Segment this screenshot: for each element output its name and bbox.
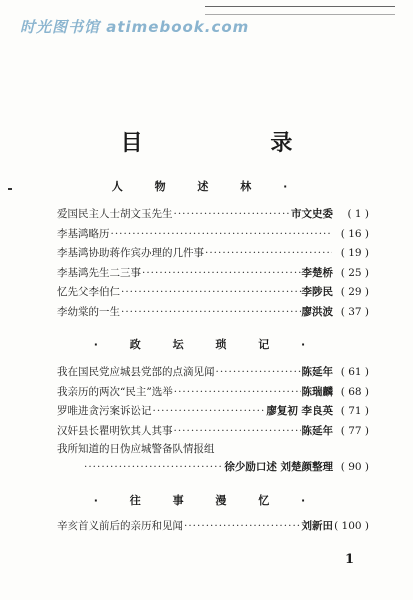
toc-entry[interactable] <box>57 363 369 383</box>
entry-page: ( 71 ) <box>340 405 369 417</box>
leader-dots <box>121 303 301 323</box>
entry-page: ( 37 ) <box>340 305 369 318</box>
top-rule-secondary <box>205 14 395 15</box>
section-heading-politics: · 政 坛 琐 记 · <box>93 338 320 351</box>
toc-section-politics <box>57 363 369 478</box>
entry-page: ( 25 ) <box>340 266 369 279</box>
toc-section-memories <box>57 517 369 537</box>
entry-page: ( 100 ) <box>334 520 369 532</box>
section-heading-people: 人 物 述 林 · <box>111 180 302 193</box>
toc-section-people <box>57 205 369 322</box>
entry-author: 市文史委 <box>291 208 333 220</box>
entry-author: 李楚桥 <box>301 266 333 279</box>
entry-page: ( 61 ) <box>340 366 369 378</box>
toc-entry[interactable] <box>57 205 369 225</box>
watermark: 时光图书馆 atimebook.com <box>20 18 250 36</box>
entry-page: ( 68 ) <box>340 385 369 398</box>
toc-entry[interactable] <box>57 383 369 403</box>
leader-dots <box>184 517 301 537</box>
leader-dots <box>121 283 301 303</box>
entry-title: 李基鸿先生二三事 <box>57 266 141 279</box>
entry-page: ( 19 ) <box>340 247 369 259</box>
section-heading-memories: · 往 事 漫 忆 · <box>93 494 320 507</box>
entry-page: ( 1 ) <box>347 208 369 220</box>
leader-dots <box>174 205 291 225</box>
leader-dots <box>216 363 301 383</box>
leader-dots <box>153 402 266 422</box>
entry-title: 我亲历的两次“民主”选举 <box>57 385 173 398</box>
toc-entry[interactable] <box>57 225 369 245</box>
toc-entry[interactable] <box>57 283 369 303</box>
entry-title: 辛亥首义前后的亲历和见闻 <box>57 520 183 532</box>
leader-dots <box>174 383 301 403</box>
leader-dots <box>84 458 223 478</box>
page-number: 1 <box>345 552 355 567</box>
entry-title: 罗唯进贪污案诉讼记 <box>57 405 152 417</box>
entry-page: ( 29 ) <box>340 286 369 298</box>
entry-author: 刘新田 <box>301 520 333 532</box>
leader-dots <box>142 264 301 284</box>
entry-author: 李陟民 <box>301 286 333 298</box>
entry-author: 陈延年 <box>301 424 333 437</box>
entry-author: 徐少励口述 刘楚颜整理 <box>224 461 333 473</box>
entry-title: 李幼棠的一生 <box>57 305 120 318</box>
entry-author: 陈延年 <box>301 366 333 378</box>
entry-title: 李基鸿协助蒋作宾办理的几件事 <box>57 247 204 259</box>
entry-author: 廖洪波 <box>301 305 333 318</box>
toc-entry[interactable] <box>57 402 369 422</box>
leader-dots <box>174 422 301 442</box>
entry-author: 陈瑞麟 <box>301 385 333 398</box>
toc-entry[interactable] <box>57 264 369 284</box>
entry-title: 爱国民主人士胡文玉先生 <box>57 208 173 220</box>
toc-entry[interactable] <box>57 303 369 323</box>
entry-title: 李基鸿略历 <box>57 227 110 240</box>
toc-entry[interactable] <box>57 517 369 537</box>
entry-page: ( 77 ) <box>340 424 369 437</box>
leader-dots <box>205 244 332 264</box>
page-title: 目 录 <box>120 130 353 156</box>
entry-page: ( 16 ) <box>340 227 369 240</box>
entry-title: 汉奸县长瞿明钦其人其事 <box>57 424 173 437</box>
entry-second-line <box>57 458 369 478</box>
toc-entry-multiline[interactable] <box>57 441 369 478</box>
entry-title: 忆先父李伯仁 <box>57 286 120 298</box>
top-rule <box>205 6 395 7</box>
entry-author: 廖复初 李良英 <box>266 405 333 417</box>
toc-entry[interactable] <box>57 244 369 264</box>
leader-dots <box>111 225 333 245</box>
entry-title: 我所知道的日伪应城警备队情报组 <box>57 443 215 455</box>
entry-page: ( 90 ) <box>340 461 369 473</box>
entry-title: 我在国民党应城县党部的点滴见闻 <box>57 366 215 378</box>
toc-entry[interactable] <box>57 422 369 442</box>
